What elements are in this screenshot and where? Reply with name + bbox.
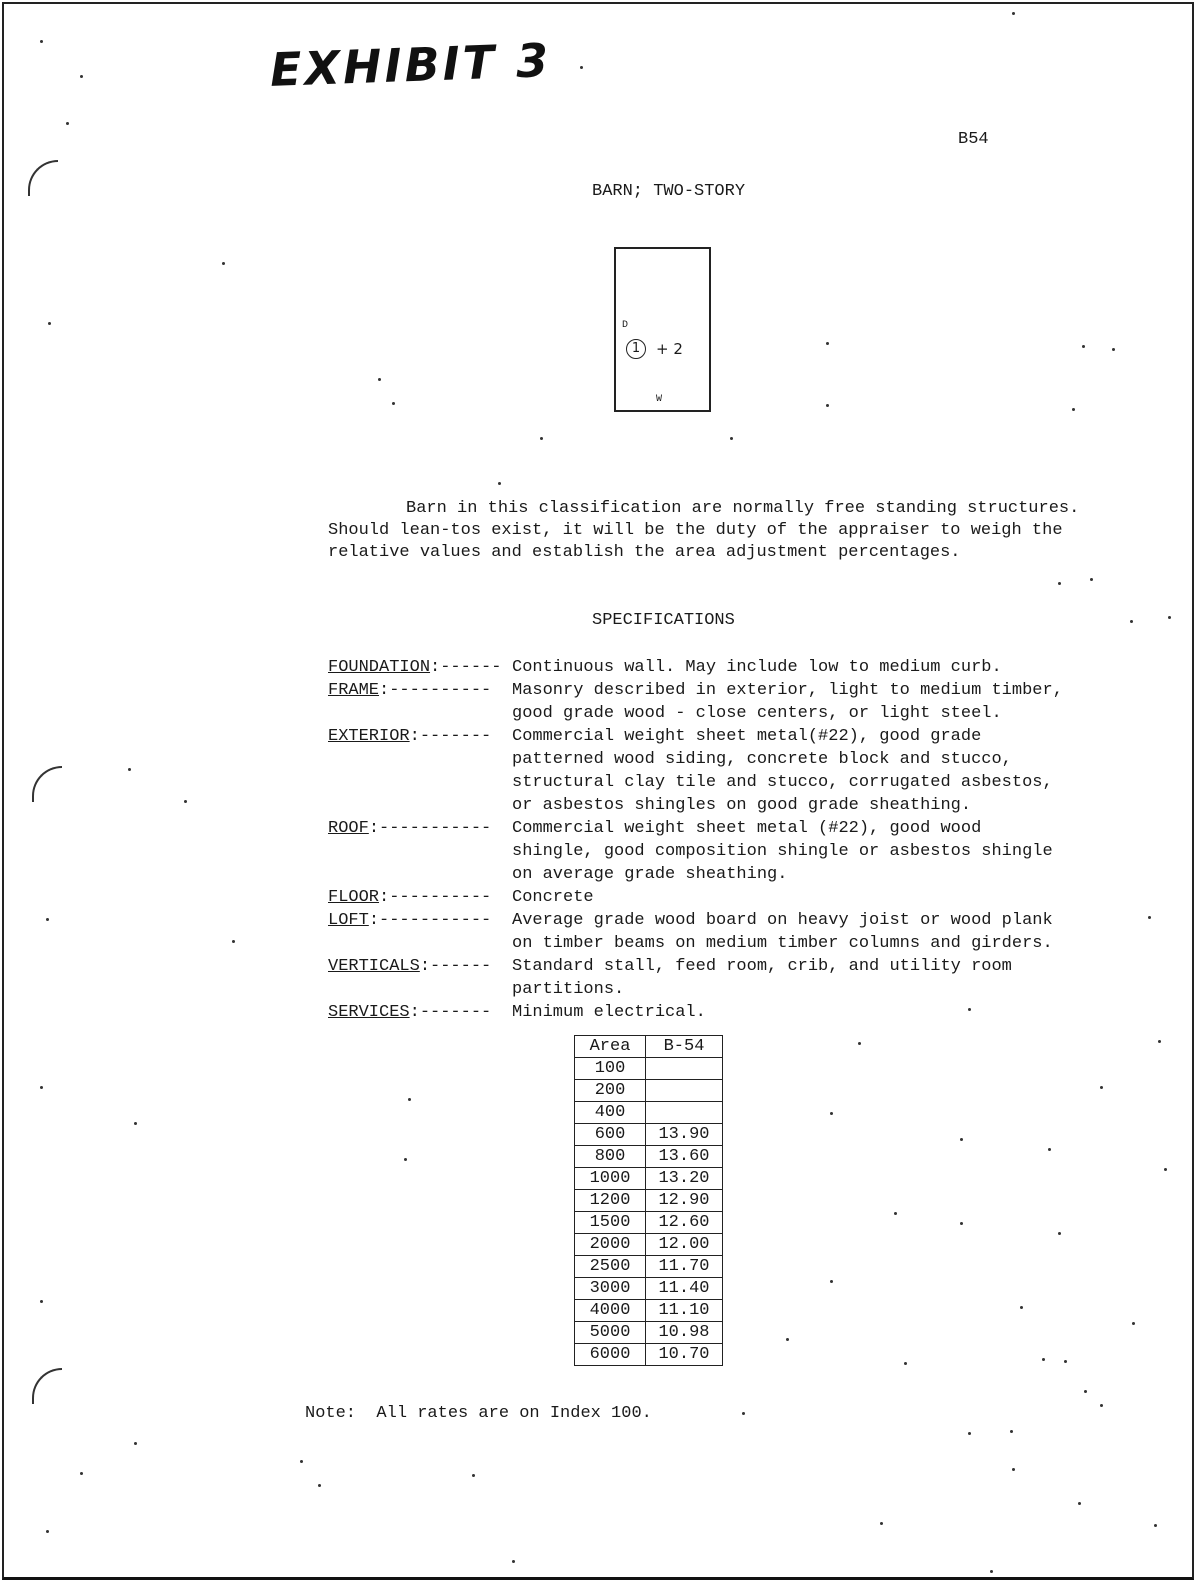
spec-label [328, 725, 512, 748]
scan-speck [1168, 616, 1171, 619]
scan-speck [960, 1138, 963, 1141]
rate-cell: 13.90 [646, 1124, 723, 1146]
area-column-header: Area [575, 1036, 646, 1058]
scan-speck [80, 75, 83, 78]
scan-speck [858, 1042, 861, 1045]
spec-row [328, 978, 1168, 1001]
scan-speck [1058, 1232, 1061, 1235]
scan-speck [222, 262, 225, 265]
rate-table-row [575, 1168, 723, 1190]
spec-row [328, 794, 1168, 817]
rate-table-row [575, 1080, 723, 1102]
scan-speck [1012, 1468, 1015, 1471]
rate-table-row [575, 1278, 723, 1300]
rate-cell: 11.40 [646, 1278, 723, 1300]
document-title: BARN; TWO-STORY [592, 182, 746, 201]
spec-text [512, 794, 1168, 817]
rate-cell: 13.20 [646, 1168, 723, 1190]
spec-text-line: Commercial weight sheet metal (#22), good wood [512, 819, 982, 838]
scan-speck [826, 342, 829, 345]
scan-speck [1148, 916, 1151, 919]
scan-speck [1112, 348, 1115, 351]
spec-label-spacer [328, 863, 512, 886]
scan-speck [1100, 1404, 1103, 1407]
spec-text-line: good grade wood - close centers, or light steel. [512, 704, 1002, 723]
spec-text [512, 1001, 1168, 1024]
scan-speck [830, 1280, 833, 1283]
spec-text-line: Masonry described in exterior, light to medium timber, [512, 681, 1063, 700]
spec-label [328, 817, 512, 840]
rate-table-row [575, 1256, 723, 1278]
scan-speck [968, 1432, 971, 1435]
spec-label-spacer [328, 978, 512, 1001]
scan-speck [46, 918, 49, 921]
area-cell: 6000 [575, 1344, 646, 1366]
scan-speck [1058, 582, 1061, 585]
door-mark: D [622, 320, 629, 331]
exhibit-label: EXHIBIT 3 [269, 33, 552, 97]
scan-speck [1048, 1148, 1051, 1151]
spec-label-spacer [328, 771, 512, 794]
spec-text [512, 817, 1168, 840]
scan-speck [990, 1570, 993, 1573]
spec-label-name: LOFT [328, 911, 369, 930]
area-cell: 2500 [575, 1256, 646, 1278]
spec-label-name: ROOF [328, 819, 369, 838]
scan-speck [1084, 1390, 1087, 1393]
rate-table-row [575, 1344, 723, 1366]
scan-speck [1010, 1430, 1013, 1433]
rate-table-header-row [575, 1036, 723, 1058]
spec-text [512, 909, 1168, 932]
rate-cell: 13.60 [646, 1146, 723, 1168]
story-count-circle: 1 [626, 339, 646, 359]
page-code: B54 [958, 130, 989, 149]
spec-label-leader: :------ [419, 957, 492, 976]
spec-label-leader: :---------- [379, 888, 492, 907]
area-cell: 200 [575, 1080, 646, 1102]
area-cell: 1000 [575, 1168, 646, 1190]
spec-label-leader: :------- [409, 727, 492, 746]
scan-speck [894, 1212, 897, 1215]
spec-row [328, 932, 1168, 955]
spec-text [512, 656, 1168, 679]
spec-label-name: SERVICES [328, 1003, 410, 1022]
rate-table-row [575, 1212, 723, 1234]
area-cell: 1200 [575, 1190, 646, 1212]
spec-text [512, 771, 1168, 794]
spec-text [512, 679, 1168, 702]
spec-label [328, 656, 512, 679]
scan-speck [66, 122, 69, 125]
scan-speck [128, 768, 131, 771]
scan-speck [1100, 1086, 1103, 1089]
scan-speck [40, 1086, 43, 1089]
scan-speck [134, 1122, 137, 1125]
spec-text-line: Average grade wood board on heavy joist or wood plank [512, 911, 1053, 930]
area-cell: 400 [575, 1102, 646, 1124]
spec-label-leader: :----------- [368, 911, 492, 930]
scan-speck [134, 1442, 137, 1445]
rate-cell [646, 1058, 723, 1080]
area-cell: 600 [575, 1124, 646, 1146]
spec-label-name: FLOOR [328, 888, 380, 907]
spec-label-spacer [328, 748, 512, 771]
spec-text-line: Commercial weight sheet metal(#22), good grade [512, 727, 982, 746]
spec-text-line: or asbestos shingles on good grade sheathing. [512, 796, 972, 815]
spec-row [328, 748, 1168, 771]
spec-label-spacer [328, 702, 512, 725]
scan-speck [318, 1484, 321, 1487]
rate-table-row [575, 1322, 723, 1344]
spec-text [512, 840, 1168, 863]
scan-speck [300, 1460, 303, 1463]
scan-speck [830, 1112, 833, 1115]
spec-text-line: shingle, good composition shingle or asbestos shingle [512, 842, 1053, 861]
scan-speck [1154, 1524, 1157, 1527]
scan-speck [1042, 1358, 1045, 1361]
spec-text-line: patterned wood siding, concrete block and stucco, [512, 750, 1012, 769]
rate-table-row [575, 1124, 723, 1146]
spec-label-leader: :----------- [368, 819, 492, 838]
scan-speck [1072, 408, 1075, 411]
scan-speck [960, 1222, 963, 1225]
scan-speck [40, 40, 43, 43]
spec-label [328, 955, 512, 978]
spec-text-line: structural clay tile and stucco, corrugated asbestos, [512, 773, 1053, 792]
scan-speck [904, 1362, 907, 1365]
scan-speck [1012, 12, 1015, 15]
scan-speck [48, 322, 51, 325]
rate-cell: 12.60 [646, 1212, 723, 1234]
scan-speck [408, 1098, 411, 1101]
rate-table-row [575, 1190, 723, 1212]
spec-label-spacer [328, 794, 512, 817]
floor-plan-sketch [614, 247, 711, 412]
area-cell: 100 [575, 1058, 646, 1080]
story-label: + 2 [656, 340, 683, 358]
spec-text [512, 932, 1168, 955]
spec-text-line: Standard stall, feed room, crib, and utility room [512, 957, 1012, 976]
spec-row [328, 771, 1168, 794]
spec-label [328, 909, 512, 932]
spec-row [328, 725, 1168, 748]
rate-cell: 10.70 [646, 1344, 723, 1366]
spec-label-leader: :---------- [379, 681, 492, 700]
spec-label-name: FOUNDATION [328, 658, 431, 677]
rate-cell: 11.10 [646, 1300, 723, 1322]
scan-speck [46, 1530, 49, 1533]
rate-cell: 10.98 [646, 1322, 723, 1344]
spec-text [512, 886, 1168, 909]
scan-speck [184, 800, 187, 803]
spec-row [328, 863, 1168, 886]
spec-label-name: FRAME [328, 681, 380, 700]
spec-label [328, 886, 512, 909]
specifications-heading: SPECIFICATIONS [592, 611, 735, 630]
area-cell: 4000 [575, 1300, 646, 1322]
spec-row [328, 840, 1168, 863]
rates-note: Note: All rates are on Index 100. [305, 1404, 652, 1423]
rate-table-row [575, 1300, 723, 1322]
scan-speck [1164, 1168, 1167, 1171]
spec-text-line: partitions. [512, 980, 625, 999]
area-cell: 3000 [575, 1278, 646, 1300]
spec-text [512, 955, 1168, 978]
window-mark: W [656, 394, 663, 405]
scan-speck [742, 1412, 745, 1415]
spec-row [328, 1001, 1168, 1024]
spec-text [512, 702, 1168, 725]
spec-text-line: Continuous wall. May include low to medium curb. [512, 658, 1002, 677]
scan-speck [40, 1300, 43, 1303]
scan-speck [80, 1472, 83, 1475]
scan-speck [1064, 1360, 1067, 1363]
spec-label-leader: :------- [409, 1003, 492, 1022]
rate-cell: 12.90 [646, 1190, 723, 1212]
specifications-list [328, 656, 1168, 1024]
scan-speck [472, 1474, 475, 1477]
scan-speck [826, 404, 829, 407]
scan-speck [1130, 620, 1133, 623]
spec-text-line: on timber beams on medium timber columns and girders. [512, 934, 1053, 953]
spec-text-line: on average grade sheathing. [512, 865, 788, 884]
spec-label [328, 679, 512, 702]
scan-speck [968, 1008, 971, 1011]
scan-speck [786, 1338, 789, 1341]
rate-table-row [575, 1146, 723, 1168]
rate-cell: 12.00 [646, 1234, 723, 1256]
scan-speck [1158, 1040, 1161, 1043]
spec-label-spacer [328, 840, 512, 863]
spec-label-name: VERTICALS [328, 957, 420, 976]
rate-table [574, 1035, 723, 1366]
rate-cell [646, 1102, 723, 1124]
scan-speck [404, 1158, 407, 1161]
area-cell: 2000 [575, 1234, 646, 1256]
spec-text [512, 978, 1168, 1001]
area-cell: 1500 [575, 1212, 646, 1234]
spec-text [512, 863, 1168, 886]
spec-text-line: Minimum electrical. [512, 1003, 706, 1022]
rate-cell [646, 1080, 723, 1102]
area-cell: 800 [575, 1146, 646, 1168]
scan-speck [392, 402, 395, 405]
spec-row [328, 679, 1168, 702]
scan-speck [730, 437, 733, 440]
spec-label-leader: :------ [430, 658, 502, 677]
rate-table-row [575, 1102, 723, 1124]
scan-speck [540, 437, 543, 440]
rate-table-row [575, 1234, 723, 1256]
scan-speck [1132, 1322, 1135, 1325]
intro-paragraph: Barn in this classification are normally free standing structures. Should lean-tos exist, it will be the duty of the appraiser to weigh the relative values and establish the area adjustment percentages. [328, 499, 1080, 562]
spec-label-spacer [328, 932, 512, 955]
rate-cell: 11.70 [646, 1256, 723, 1278]
scan-speck [498, 482, 501, 485]
spec-text [512, 725, 1168, 748]
spec-row [328, 702, 1168, 725]
spec-text [512, 748, 1168, 771]
scan-speck [580, 66, 583, 69]
scan-speck [1078, 1502, 1081, 1505]
scan-speck [378, 378, 381, 381]
scan-speck [1090, 578, 1093, 581]
area-cell: 5000 [575, 1322, 646, 1344]
b54-column-header: B-54 [646, 1036, 723, 1058]
scan-speck [880, 1522, 883, 1525]
spec-row [328, 886, 1168, 909]
scan-speck [1082, 345, 1085, 348]
scan-speck [1020, 1306, 1023, 1309]
scan-speck [512, 1560, 515, 1563]
spec-text-line: Concrete [512, 888, 594, 907]
spec-row [328, 817, 1168, 840]
rate-table-row [575, 1058, 723, 1080]
spec-label-name: EXTERIOR [328, 727, 410, 746]
spec-label [328, 1001, 512, 1024]
spec-row [328, 955, 1168, 978]
spec-row [328, 909, 1168, 932]
scan-speck [232, 940, 235, 943]
spec-row [328, 656, 1168, 679]
